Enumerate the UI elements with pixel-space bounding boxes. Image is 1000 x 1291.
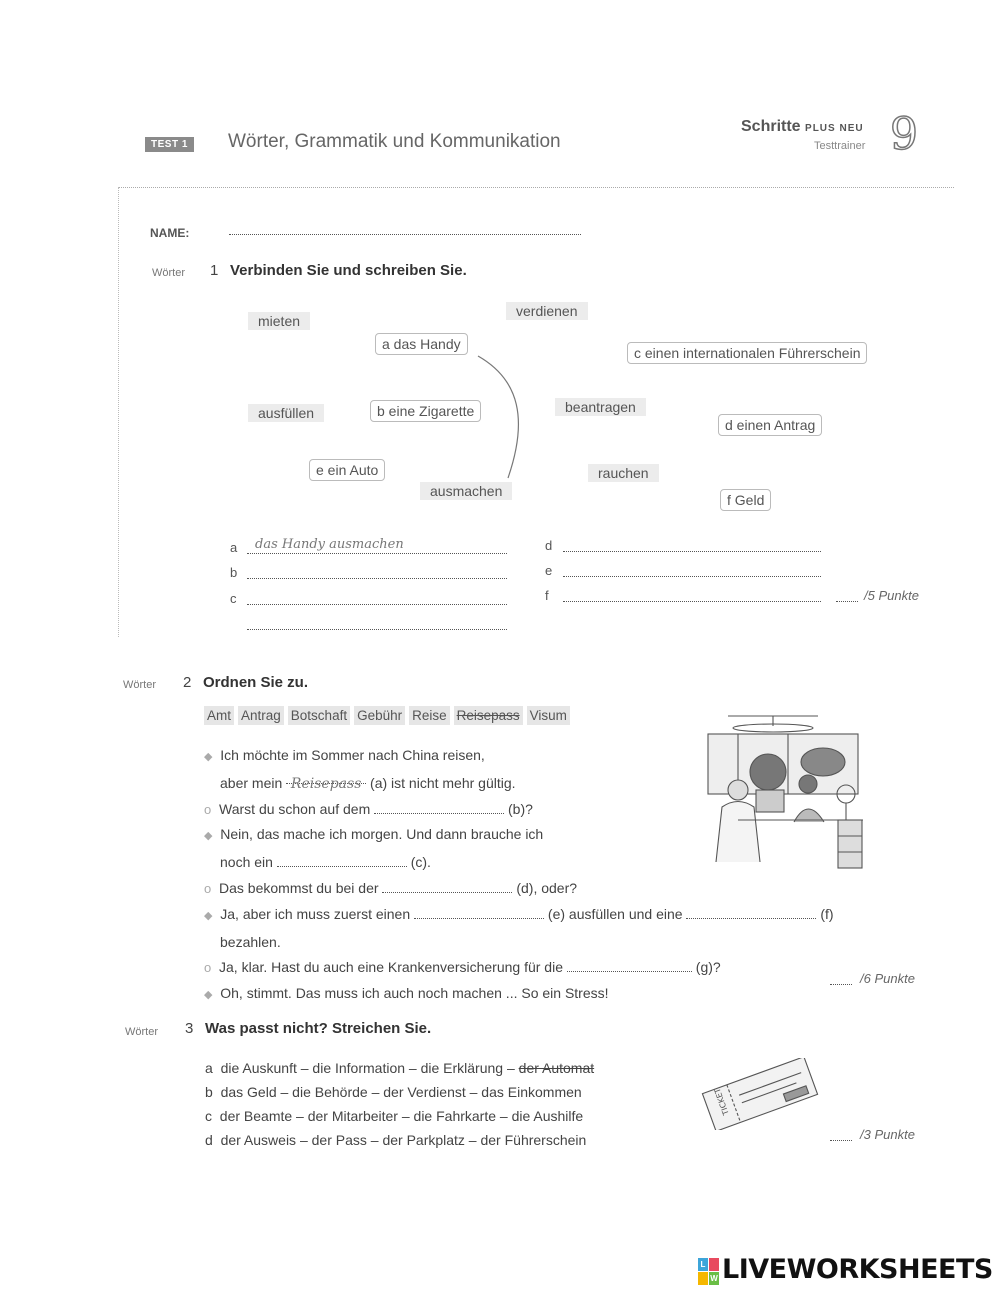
verb-ausfuellen[interactable]: ausfüllen — [248, 404, 324, 422]
answer-letter-c: c — [230, 591, 237, 606]
dialog-text: noch ein — [220, 854, 273, 871]
dialog-text: (a) ist nicht mehr gültig. — [370, 774, 516, 791]
noun-b[interactable]: b eine Zigarette — [370, 400, 481, 422]
item-letter: a — [205, 1060, 213, 1076]
speaker-b-icon: o — [204, 960, 212, 976]
score-3: /3 Punkte — [860, 1127, 915, 1142]
dialog-text: Das bekommst du bei der — [219, 879, 379, 896]
dialog-text: (b)? — [508, 800, 533, 817]
logo-block-red — [709, 1258, 719, 1271]
item-text[interactable]: die Auskunft – die Information – die Erklärung – — [220, 1060, 515, 1076]
dialog-text: Ich möchte im Sommer nach China reisen, — [220, 747, 485, 763]
blank-a-answer: Reisepass — [290, 775, 362, 792]
test-badge: TEST 1 — [145, 137, 194, 152]
blank-c[interactable] — [277, 854, 407, 867]
ex1-title: Verbinden Sie und schreiben Sie. — [230, 262, 467, 279]
item-text[interactable]: der Beamte – der Mitarbeiter – die Fahrkarte – die Aushilfe — [219, 1108, 584, 1124]
answer-letter-a: a — [230, 540, 238, 555]
item-text[interactable]: der Ausweis – der Pass – der Parkplatz – der Führerschein — [220, 1132, 587, 1148]
item-struck[interactable]: der Automat — [518, 1060, 595, 1076]
ex3-list — [205, 1056, 594, 1152]
answer-line-c2[interactable] — [247, 615, 507, 630]
noun-c[interactable]: c einen internationalen Führerschein — [627, 342, 867, 364]
list-item — [205, 1128, 594, 1152]
dialog-line-10 — [204, 981, 894, 1009]
dialog-text: (f) — [820, 905, 834, 922]
word-reise[interactable]: Reise — [409, 706, 450, 725]
speaker-b-icon: o — [204, 801, 212, 817]
example-connector-line — [460, 350, 540, 490]
ex3-number: 3 — [185, 1020, 194, 1037]
verb-verdienen[interactable]: verdienen — [506, 302, 588, 320]
word-antrag[interactable]: Antrag — [238, 706, 284, 725]
blank-a[interactable] — [286, 771, 366, 792]
blank-b[interactable] — [374, 801, 504, 814]
answer-line-e[interactable] — [563, 562, 821, 577]
answer-line-d[interactable] — [563, 537, 821, 552]
word-visum[interactable]: Visum — [527, 706, 570, 725]
ticket-illustration — [698, 1058, 822, 1130]
dialog-text: bezahlen. — [220, 933, 281, 950]
name-label: NAME: — [150, 226, 190, 240]
liveworksheets-icon — [698, 1258, 720, 1286]
ex3-title: Was passt nicht? Streichen Sie. — [205, 1020, 432, 1037]
answer-line-f[interactable] — [563, 587, 821, 602]
list-item — [205, 1056, 594, 1080]
dialog-text: (c). — [410, 854, 431, 871]
dialog-line-9 — [204, 955, 894, 981]
list-item — [205, 1080, 594, 1104]
noun-f[interactable]: f Geld — [720, 489, 771, 511]
dialog-text: Ja, aber ich muss zuerst einen — [220, 905, 411, 922]
answer-line-c[interactable] — [247, 590, 507, 605]
logo-block-w: W — [710, 1274, 718, 1283]
ex3-category: Wörter — [125, 1026, 158, 1038]
score-2: /6 Punkte — [860, 971, 915, 986]
ticket-label: TICKET — [712, 1086, 731, 1117]
ex2-title: Ordnen Sie zu. — [203, 674, 309, 691]
section-border — [118, 187, 119, 637]
item-letter: b — [205, 1084, 213, 1100]
dialog-text: (e) ausfüllen und eine — [547, 905, 683, 922]
dialog-text: (d), oder? — [516, 879, 578, 896]
item-letter: d — [205, 1132, 213, 1148]
word-botschaft[interactable]: Botschaft — [288, 706, 350, 725]
speaker-b-icon: o — [204, 880, 212, 896]
blank-e[interactable] — [414, 906, 544, 919]
logo-block-yellow — [698, 1272, 708, 1285]
blank-d[interactable] — [382, 880, 512, 893]
ex1-number: 1 — [210, 262, 219, 279]
noun-a[interactable]: a das Handy — [375, 333, 468, 355]
logo-block-l: L — [698, 1258, 708, 1271]
dialog-line-7 — [204, 902, 894, 930]
dialog-line-6 — [204, 876, 894, 902]
list-item — [205, 1104, 594, 1128]
answer-letter-e: e — [545, 563, 553, 578]
answer-letter-f: f — [545, 588, 549, 603]
word-gebuehr[interactable]: Gebühr — [354, 706, 405, 725]
name-input[interactable] — [229, 220, 581, 235]
speaker-a-icon: ◆ — [204, 830, 213, 843]
brand-subtitle: Testtrainer — [814, 140, 866, 152]
noun-d[interactable]: d einen Antrag — [718, 414, 822, 436]
liveworksheets-logo: LIVEWORKSHEETS — [722, 1254, 993, 1285]
answer-line-b[interactable] — [247, 564, 507, 579]
item-letter: c — [205, 1108, 212, 1124]
verb-mieten[interactable]: mieten — [248, 312, 310, 330]
answer-letter-d: d — [545, 538, 553, 553]
speaker-a-icon: ◆ — [204, 751, 213, 763]
ex1-category: Wörter — [152, 267, 185, 279]
dialog-text: Oh, stimmt. Das muss ich auch noch machen ... So ein Stress! — [220, 985, 609, 1002]
dialog-text: Nein, das mache ich morgen. Und dann brauche ich — [220, 826, 544, 843]
speaker-a-icon: ◆ — [204, 909, 213, 922]
header-divider — [118, 187, 954, 188]
dialog-line-8 — [204, 930, 894, 956]
brand-name: Schritte — [741, 118, 801, 135]
verb-ausmachen[interactable]: ausmachen — [420, 482, 512, 500]
item-text[interactable]: das Geld – die Behörde – der Verdienst – das Einkommen — [220, 1084, 582, 1100]
level-number: 9 — [890, 109, 918, 160]
page-title: Wörter, Grammatik und Kommunikation — [228, 131, 561, 152]
score-1: /5 Punkte — [864, 588, 919, 603]
verb-rauchen[interactable]: rauchen — [588, 464, 659, 482]
answer-example: das Handy ausmachen — [255, 537, 404, 552]
speaker-a-icon: ◆ — [204, 989, 213, 1002]
ex2-number: 2 — [183, 674, 192, 691]
answer-letter-b: b — [230, 565, 238, 580]
dialog-text: aber mein — [220, 774, 283, 791]
office-illustration — [698, 712, 866, 870]
dialog-text: Ja, klar. Hast du auch eine Krankenversicherung für die — [219, 959, 563, 976]
verb-beantragen[interactable]: beantragen — [555, 398, 646, 416]
word-bank — [204, 706, 574, 725]
word-amt[interactable]: Amt — [204, 706, 234, 725]
noun-e[interactable]: e ein Auto — [309, 459, 385, 481]
dialog-text: Warst du schon auf dem — [219, 800, 371, 817]
score-line-2[interactable] — [830, 970, 852, 985]
blank-g[interactable] — [567, 959, 692, 972]
brand-logo — [741, 118, 864, 136]
ex2-category: Wörter — [123, 679, 156, 691]
score-line-1[interactable] — [836, 587, 858, 602]
score-line-3[interactable] — [830, 1126, 852, 1141]
blank-f[interactable] — [686, 906, 816, 919]
dialog-text: (g)? — [695, 959, 721, 976]
brand-suffix: PLUS NEU — [805, 123, 864, 134]
word-reisepass[interactable]: Reisepass — [454, 706, 523, 725]
